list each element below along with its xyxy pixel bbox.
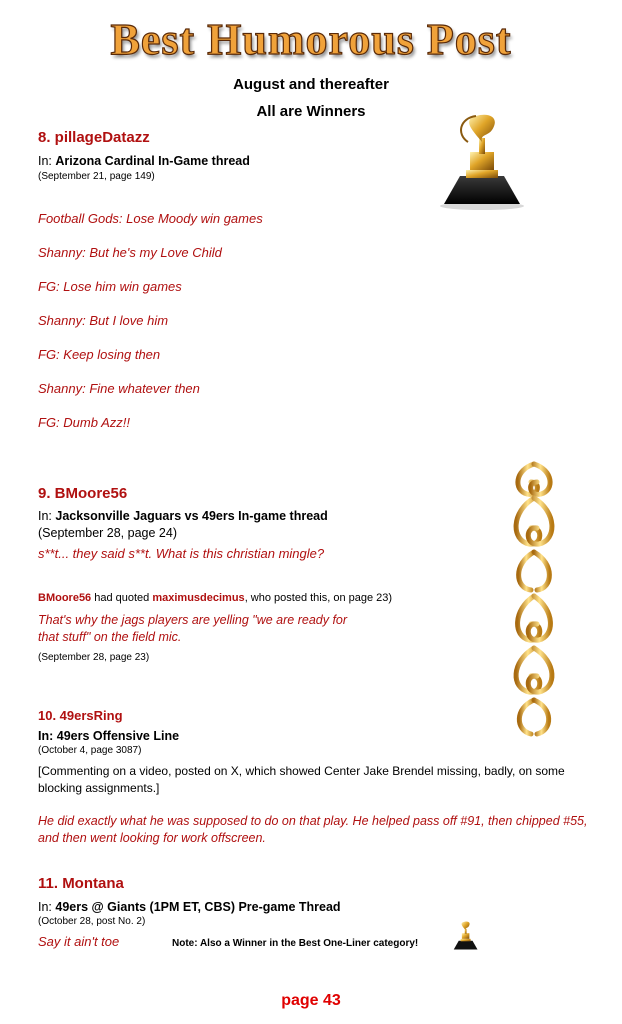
thread-line bbox=[38, 509, 328, 523]
quoted-tail: , who posted this, on page 23) bbox=[244, 592, 393, 604]
winner-note: Note: Also a Winner in the Best One-Liner category! bbox=[172, 938, 419, 949]
thread-name: 49ers Offensive Line bbox=[56, 729, 180, 743]
small-trophy-icon bbox=[450, 920, 480, 952]
thread-line bbox=[38, 900, 341, 914]
post-date: (September 21, page 149) bbox=[38, 171, 155, 182]
quote-line: FG: Keep losing then bbox=[38, 347, 161, 362]
post-date: (October 28, post No. 2) bbox=[38, 916, 146, 927]
quoted-source: maximusdecimus bbox=[152, 592, 245, 604]
thread-name: Arizona Cardinal In-Game thread bbox=[55, 154, 250, 168]
quote-line: FG: Dumb Azz!! bbox=[38, 415, 130, 430]
quote-line: Shanny: But he's my Love Child bbox=[38, 245, 222, 260]
quote-line: Football Gods: Lose Moody win games bbox=[38, 211, 263, 226]
entry-title: 9. BMoore56 bbox=[38, 485, 128, 502]
post-date: (September 28, page 24) bbox=[38, 526, 177, 540]
page-number: page 43 bbox=[281, 992, 341, 1009]
thread-prefix: In: bbox=[38, 900, 56, 914]
comment-text: [Commenting on a video, posted on X, which showed Center Jake Brendel missing, badly, on some blocking assignments.] bbox=[38, 764, 565, 795]
thread-prefix: In: bbox=[38, 509, 56, 523]
quote-line: FG: Lose him win games bbox=[38, 279, 182, 294]
subtitle-winners: All are Winners bbox=[256, 103, 366, 120]
post-date: (October 4, page 3087) bbox=[38, 745, 142, 756]
inner-quote-line: That's why the jags players are yelling "we are ready for bbox=[38, 613, 348, 627]
entry-title: 8. pillageDatazz bbox=[38, 129, 150, 146]
quoted-user: BMoore56 bbox=[38, 592, 92, 604]
quote-text: He did exactly what he was supposed to do on that play. He helped pass off #91, then chipped #55, and then went looking for work offscreen. bbox=[38, 814, 588, 845]
thread-name: Jacksonville Jaguars vs 49ers In-game thread bbox=[55, 509, 328, 523]
grammy-trophy-icon bbox=[432, 112, 528, 210]
inner-quote-line: that stuff" on the field mic. bbox=[38, 630, 182, 644]
entry-title: 10. 49ersRing bbox=[38, 708, 123, 723]
thread-prefix: In: bbox=[38, 729, 57, 743]
quoted-attribution bbox=[38, 592, 392, 604]
thread-name: 49ers @ Giants (1PM ET, CBS) Pre-game Thread bbox=[55, 900, 341, 914]
quote-line: Shanny: Fine whatever then bbox=[38, 381, 200, 396]
entry-title: 11. Montana bbox=[38, 875, 124, 892]
quote-line: s**t... they said s**t. What is this christian mingle? bbox=[38, 546, 325, 561]
thread-line bbox=[38, 154, 250, 168]
gold-scroll-ornament bbox=[505, 460, 563, 740]
banner-title: Best Humorous Post bbox=[110, 15, 512, 64]
inner-post-date: (September 28, page 23) bbox=[38, 652, 150, 663]
quote-line: Shanny: But I love him bbox=[38, 313, 169, 328]
thread-prefix: In: bbox=[38, 154, 56, 168]
quoted-mid: had quoted bbox=[91, 592, 153, 604]
subtitle-period: August and thereafter bbox=[233, 76, 389, 93]
quote-line: Say it ain't toe bbox=[38, 934, 120, 949]
thread-line bbox=[38, 729, 179, 743]
